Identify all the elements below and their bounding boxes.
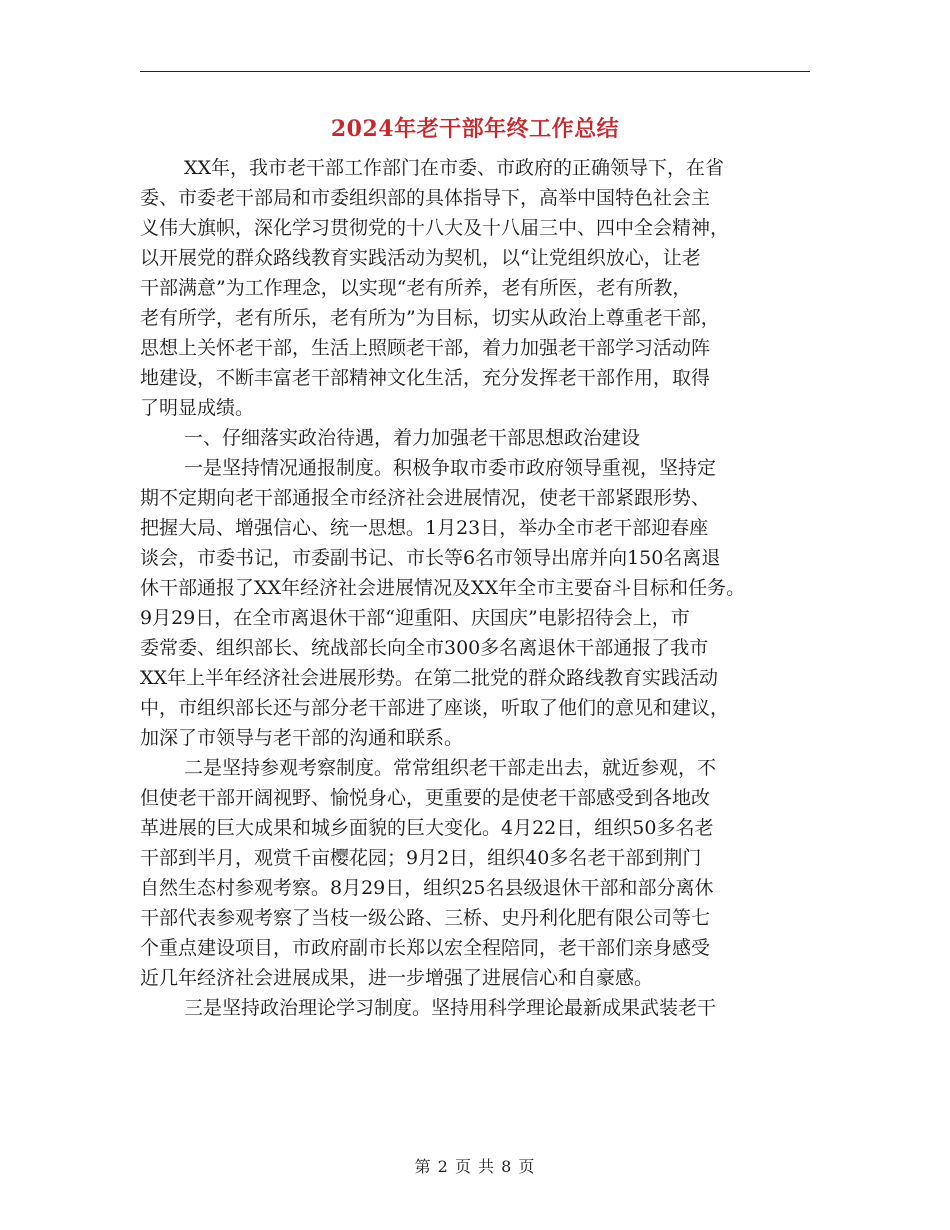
document-title: 2024年老干部年终工作总结 bbox=[330, 116, 620, 142]
text-line: 二是坚持参观考察制度。常常组织老干部走出去，就近参观，不 bbox=[184, 757, 717, 779]
text-line: 干部到半月，观赏千亩樱花园；9月2日，组织40多名老干部到荆门 bbox=[140, 847, 702, 869]
text-line: 但使老干部开阔视野、愉悦身心，更重要的是使老干部感受到各地改 bbox=[140, 787, 711, 809]
text-line: 干部满意”为工作理念，以实现“老有所养，老有所医，老有所教， bbox=[140, 277, 692, 299]
text-line: 9月29日，在全市离退休干部“迎重阳、庆国庆”电影招待会上，市 bbox=[140, 607, 690, 629]
text-line: 委、市委老干部局和市委组织部的具体指导下，高举中国特色社会主 bbox=[140, 187, 711, 209]
text-line: 把握大局、增强信心、统一思想。1月23日，举办全市老干部迎春座 bbox=[140, 517, 709, 539]
text-line: 谈会，市委书记，市委副书记、市长等6名市领导出席并向150名离退 bbox=[140, 547, 721, 569]
text-line: 委常委、组织部长、统战部长向全市300多名离退休干部通报了我市 bbox=[140, 637, 709, 659]
text-line: 中，市组织部长还与部分老干部进了座谈，听取了他们的意见和建议， bbox=[140, 697, 730, 719]
text-line: 思想上关怀老干部，生活上照顾老干部，着力加强老干部学习活动阵 bbox=[140, 337, 711, 359]
text-line: 近几年经济社会进展成果，进一步增强了进展信心和自豪感。 bbox=[140, 967, 654, 989]
text-line: XX年上半年经济社会进展形势。在第二批党的群众路线教育实践活动 bbox=[140, 667, 719, 689]
text-line: 老有所学，老有所乐，老有所为”为目标，切实从政治上尊重老干部， bbox=[140, 307, 720, 329]
text-line: 以开展党的群众路线教育实践活动为契机，以“让党组织放心，让老 bbox=[140, 247, 701, 269]
text-line: 加深了市领导与老干部的沟通和联系。 bbox=[140, 727, 464, 749]
text-line: 干部代表参观考察了当枝一级公路、三桥、史丹利化肥有限公司等七 bbox=[140, 907, 711, 929]
text-line: 一是坚持情况通报制度。积极争取市委市政府领导重视，坚持定 bbox=[184, 457, 717, 479]
text-line: 个重点建设项目，市政府副市长郑以宏全程陪同，老干部们亲身感受 bbox=[140, 937, 711, 959]
text-line: 自然生态村参观考察。8月29日，组织25名县级退休干部和部分离休 bbox=[140, 877, 714, 899]
page-footer: 第 2 页 共 8 页 bbox=[414, 1157, 536, 1176]
text-line: 休干部通报了XX年经济社会进展情况及XX年全市主要奋斗目标和任务。 bbox=[140, 577, 746, 599]
document-body bbox=[140, 153, 828, 1023]
text-line: 义伟大旗帜，深化学习贯彻党的十八大及十八届三中、四中全会精神， bbox=[140, 217, 730, 239]
header-rule bbox=[140, 71, 810, 72]
text-line: 三是坚持政治理论学习制度。坚持用科学理论最新成果武装老干 bbox=[184, 997, 717, 1019]
text-line: XX年，我市老干部工作部门在市委、市政府的正确领导下，在省 bbox=[184, 157, 725, 179]
text-line: 了明显成绩。 bbox=[140, 397, 255, 419]
text-line: 革进展的巨大成果和城乡面貌的巨大变化。4月22日，组织50多名老 bbox=[140, 817, 714, 839]
text-line: 地建设，不断丰富老干部精神文化生活，充分发挥老干部作用，取得 bbox=[140, 367, 711, 389]
text-line: 期不定期向老干部通报全市经济社会进展情况，使老干部紧跟形势、 bbox=[140, 487, 711, 509]
text-line: 一、仔细落实政治待遇，着力加强老干部思想政治建设 bbox=[184, 427, 641, 449]
